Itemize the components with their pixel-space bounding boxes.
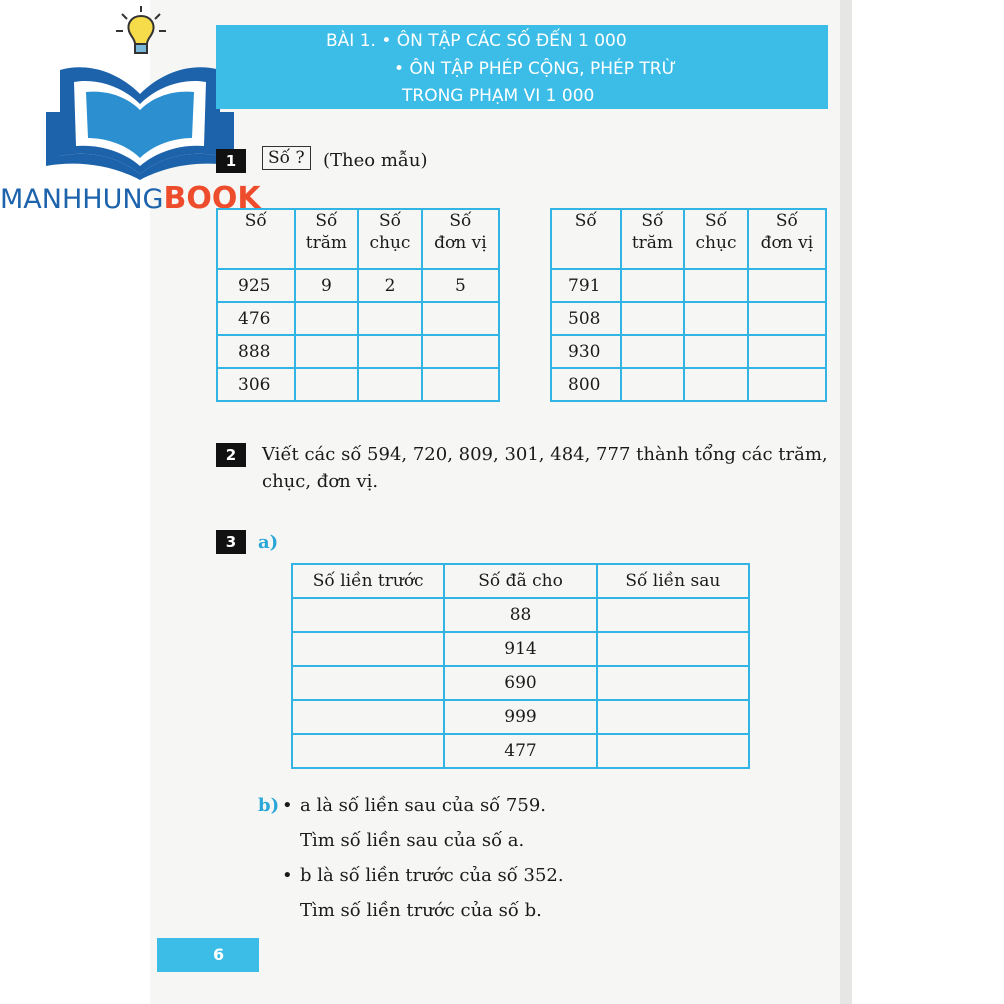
units-cell[interactable] [748, 302, 826, 335]
lightbulb-icon [112, 4, 170, 58]
given-number-cell: 88 [444, 598, 596, 632]
question-1-boxed-label: Số ? [262, 146, 311, 170]
units-cell: 5 [422, 269, 499, 302]
table-row [217, 269, 499, 302]
place-value-table-left [216, 208, 500, 402]
previous-number-cell[interactable] [292, 598, 444, 632]
open-book-logo [40, 52, 240, 180]
number-cell: 791 [551, 269, 621, 302]
table-row [551, 368, 826, 401]
hundreds-cell[interactable] [295, 302, 359, 335]
header-given-number: Số đã cho [444, 564, 596, 598]
hundreds-cell[interactable] [621, 335, 685, 368]
number-cell: 306 [217, 368, 295, 401]
table-row [292, 598, 749, 632]
page-edge [840, 0, 852, 1004]
units-cell[interactable] [748, 269, 826, 302]
lesson-title-line-1: BÀI 1. • ÔN TẬP CÁC SỐ ĐẾN 1 000 [326, 31, 627, 51]
lesson-header-banner [216, 25, 828, 109]
table-row [217, 302, 499, 335]
neighbor-numbers-table [291, 563, 750, 769]
given-number-cell: 999 [444, 700, 596, 734]
next-number-cell[interactable] [597, 700, 749, 734]
units-cell[interactable] [422, 335, 499, 368]
hundreds-cell[interactable] [295, 368, 359, 401]
tens-cell[interactable] [358, 368, 422, 401]
tens-cell[interactable] [358, 335, 422, 368]
number-cell: 800 [551, 368, 621, 401]
hundreds-cell[interactable] [621, 302, 685, 335]
table-row [551, 269, 826, 302]
previous-number-cell[interactable] [292, 700, 444, 734]
header-so-tram: Số trăm [621, 209, 685, 269]
question-1-number: 1 [216, 149, 246, 173]
bullet-marker [282, 795, 293, 816]
header-so-chuc: Số chục [684, 209, 748, 269]
tens-cell[interactable] [684, 335, 748, 368]
units-cell[interactable] [422, 368, 499, 401]
number-cell: 476 [217, 302, 295, 335]
part-a-label: a) [258, 532, 279, 553]
tens-cell[interactable] [684, 368, 748, 401]
units-cell[interactable] [748, 368, 826, 401]
previous-number-cell[interactable] [292, 734, 444, 768]
place-value-table-right [550, 208, 827, 402]
textbook-page [150, 0, 840, 1004]
given-number-cell: 914 [444, 632, 596, 666]
table-row [292, 700, 749, 734]
part-b-item-2-task: Tìm số liền trước của số b. [300, 900, 542, 921]
question-2-text-line-2: chục, đơn vị. [262, 471, 379, 492]
lesson-title-line-3: TRONG PHẠM VI 1 000 [402, 86, 595, 106]
table-row [551, 335, 826, 368]
hundreds-cell[interactable] [295, 335, 359, 368]
table-row [292, 734, 749, 768]
header-previous-number: Số liền trước [292, 564, 444, 598]
brand-name-part1: MANHHUNG [0, 184, 164, 215]
units-cell[interactable] [422, 302, 499, 335]
next-number-cell[interactable] [597, 598, 749, 632]
table-row [217, 335, 499, 368]
number-cell: 930 [551, 335, 621, 368]
header-so-chuc: Số chục [358, 209, 422, 269]
number-cell: 925 [217, 269, 295, 302]
header-so-don-vi: Số đơn vị [422, 209, 499, 269]
question-2-number: 2 [216, 443, 246, 467]
part-b-item-1: a là số liền sau của số 759. [300, 795, 546, 816]
number-cell: 508 [551, 302, 621, 335]
header-so: Số [551, 209, 621, 269]
next-number-cell[interactable] [597, 666, 749, 700]
question-1-note: (Theo mẫu) [323, 150, 428, 171]
hundreds-cell: 9 [295, 269, 359, 302]
tens-cell[interactable] [684, 302, 748, 335]
header-so-tram: Số trăm [295, 209, 359, 269]
header-so-don-vi: Số đơn vị [748, 209, 826, 269]
units-cell[interactable] [748, 335, 826, 368]
question-3-number: 3 [216, 530, 246, 554]
question-2-text-line-1: Viết các số 594, 720, 809, 301, 484, 777 thành tổng các trăm, [262, 444, 828, 465]
previous-number-cell[interactable] [292, 632, 444, 666]
part-b-item-1-task: Tìm số liền sau của số a. [300, 830, 525, 851]
table-row [292, 666, 749, 700]
header-so: Số [217, 209, 295, 269]
hundreds-cell[interactable] [621, 269, 685, 302]
next-number-cell[interactable] [597, 734, 749, 768]
brand-name-part2: BOOK [163, 181, 261, 216]
next-number-cell[interactable] [597, 632, 749, 666]
given-number-cell: 690 [444, 666, 596, 700]
bullet-marker [282, 865, 293, 886]
tens-cell[interactable] [684, 269, 748, 302]
tens-cell: 2 [358, 269, 422, 302]
table-row [217, 368, 499, 401]
lesson-title-line-2: • ÔN TẬP PHÉP CỘNG, PHÉP TRỪ [394, 59, 677, 79]
hundreds-cell[interactable] [621, 368, 685, 401]
header-next-number: Số liền sau [597, 564, 749, 598]
table-row [551, 302, 826, 335]
number-cell: 888 [217, 335, 295, 368]
part-b-label: b) [258, 795, 280, 816]
table-row [292, 632, 749, 666]
given-number-cell: 477 [444, 734, 596, 768]
part-b-item-2: b là số liền trước của số 352. [300, 865, 564, 886]
previous-number-cell[interactable] [292, 666, 444, 700]
tens-cell[interactable] [358, 302, 422, 335]
page-number: 6 [157, 938, 259, 972]
